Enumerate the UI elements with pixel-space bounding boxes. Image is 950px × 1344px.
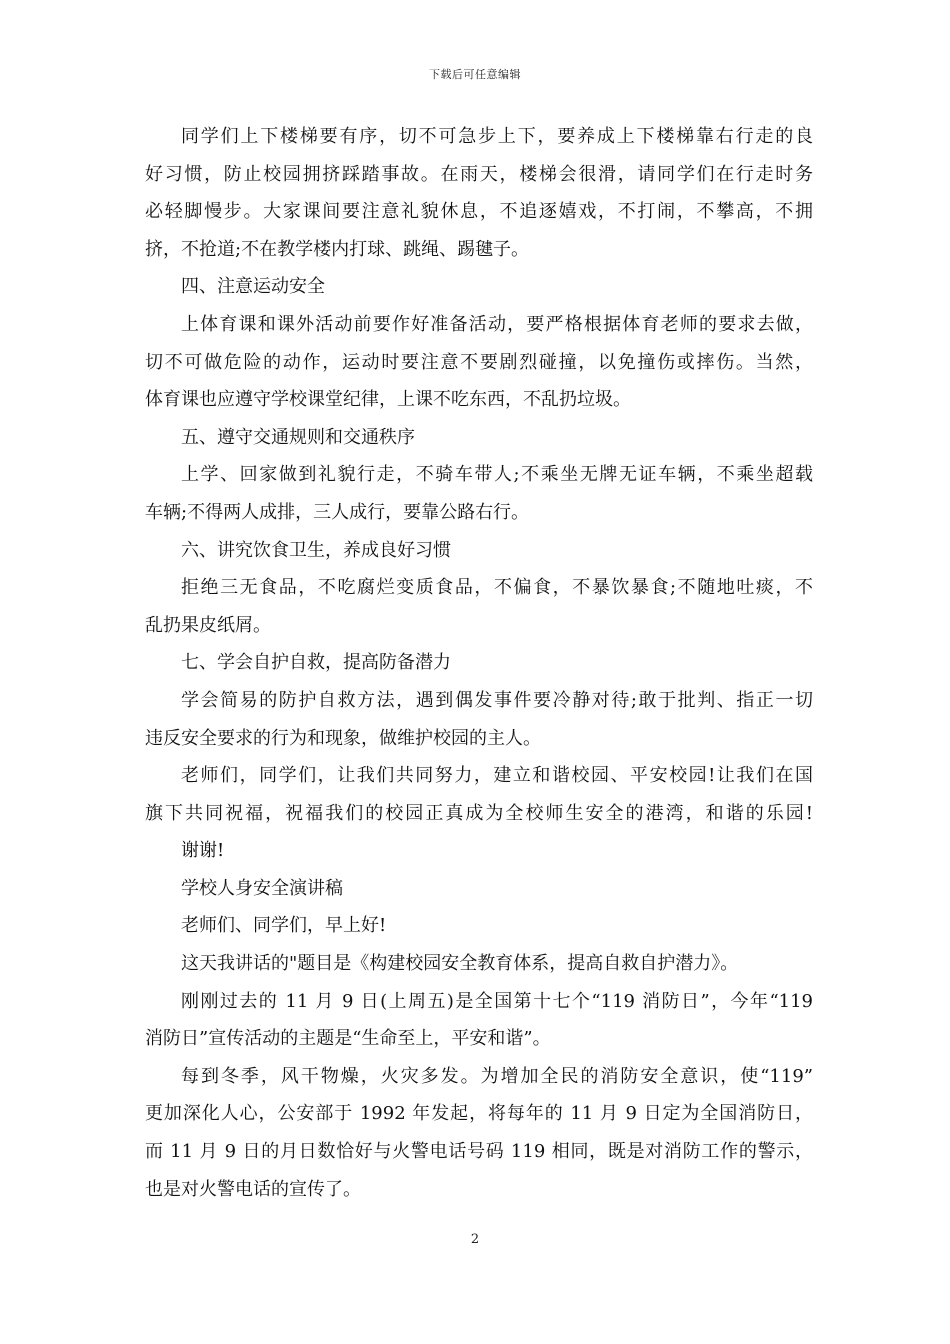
text-line: 挤，不抢道;不在教学楼内打球、跳绳、踢毽子。 bbox=[145, 238, 530, 260]
text-line: 每到冬季，风干物燥，火灾多发。为增加全民的消防安全意识，使“119” bbox=[181, 1065, 813, 1087]
text-line: 车辆;不得两人成排，三人成行，要靠公路右行。 bbox=[145, 501, 530, 523]
text-line: 消防日”宣传活动的主题是“生命至上，平安和谐”。 bbox=[145, 1028, 551, 1050]
text-line: 谢谢! bbox=[181, 840, 225, 862]
text-line: 上体育课和课外活动前要作好准备活动，要严格根据体育老师的要求去做， bbox=[181, 313, 813, 335]
text-line: 同学们上下楼梯要有序，切不可急步上下，要养成上下楼梯靠右行走的良 bbox=[181, 126, 813, 147]
text-line: 切不可做危险的动作，运动时要注意不要剧烈碰撞，以免撞伤或摔伤。当然， bbox=[145, 351, 813, 373]
text-line: 上学、回家做到礼貌行走，不骑车带人;不乘坐无牌无证车辆，不乘坐超载 bbox=[181, 464, 813, 486]
text-line: 老师们，同学们，让我们共同努力，建立和谐校园、平安校园!让我们在国 bbox=[181, 765, 813, 787]
text-line: 旗下共同祝福，祝福我们的校园正真成为全校师生安全的港湾，和谐的乐园! bbox=[145, 802, 813, 824]
text-line: 学校人身安全演讲稿 bbox=[181, 877, 343, 899]
page-header: 下载后可任意编辑 bbox=[429, 68, 521, 81]
text-line: 这天我讲话的"题目是《构建校园安全教育体系，提高自救自护潜力》。 bbox=[181, 953, 739, 975]
text-line: 七、学会自护自救，提高防备潜力 bbox=[181, 652, 451, 674]
text-line: 学会简易的防护自救方法，遇到偶发事件要冷静对待;敢于批判、指正一切 bbox=[181, 689, 813, 711]
text-line: 体育课也应遵守学校课堂纪律，上课不吃东西，不乱扔垃圾。 bbox=[145, 389, 631, 411]
text-line: 而 11 月 9 日的月日数恰好与火警电话号码 119 相同，既是对消防工作的警示， bbox=[145, 1141, 813, 1163]
text-line: 必轻脚慢步。大家课间要注意礼貌休息，不追逐嬉戏，不打闹，不攀高，不拥 bbox=[145, 201, 813, 223]
text-line: 更加深化人心，公安部于 1992 年发起，将每年的 11 月 9 日定为全国消防日， bbox=[145, 1103, 813, 1125]
text-line: 刚刚过去的 11 月 9 日(上周五)是全国第十七个“119 消防日”，今年“119 bbox=[181, 990, 813, 1012]
text-line: 六、讲究饮食卫生，养成良好习惯 bbox=[181, 539, 451, 561]
text-line: 五、遵守交通规则和交通秩序 bbox=[181, 426, 415, 448]
text-line: 四、注意运动安全 bbox=[181, 276, 325, 298]
text-line: 好习惯，防止校园拥挤踩踏事故。在雨天，楼梯会很滑，请同学们在行走时务 bbox=[145, 163, 813, 185]
text-line: 老师们、同学们，早上好! bbox=[181, 915, 387, 937]
text-line: 拒绝三无食品，不吃腐烂变质食品，不偏食，不暴饮暴食;不随地吐痰，不 bbox=[181, 577, 813, 599]
text-line: 也是对火警电话的宣传了。 bbox=[145, 1178, 361, 1200]
text-line: 违反安全要求的行为和现象，做维护校园的主人。 bbox=[145, 727, 541, 749]
text-line: 乱扔果皮纸屑。 bbox=[145, 614, 271, 636]
document-body bbox=[145, 118, 813, 1208]
page-number: 2 bbox=[470, 1232, 480, 1247]
